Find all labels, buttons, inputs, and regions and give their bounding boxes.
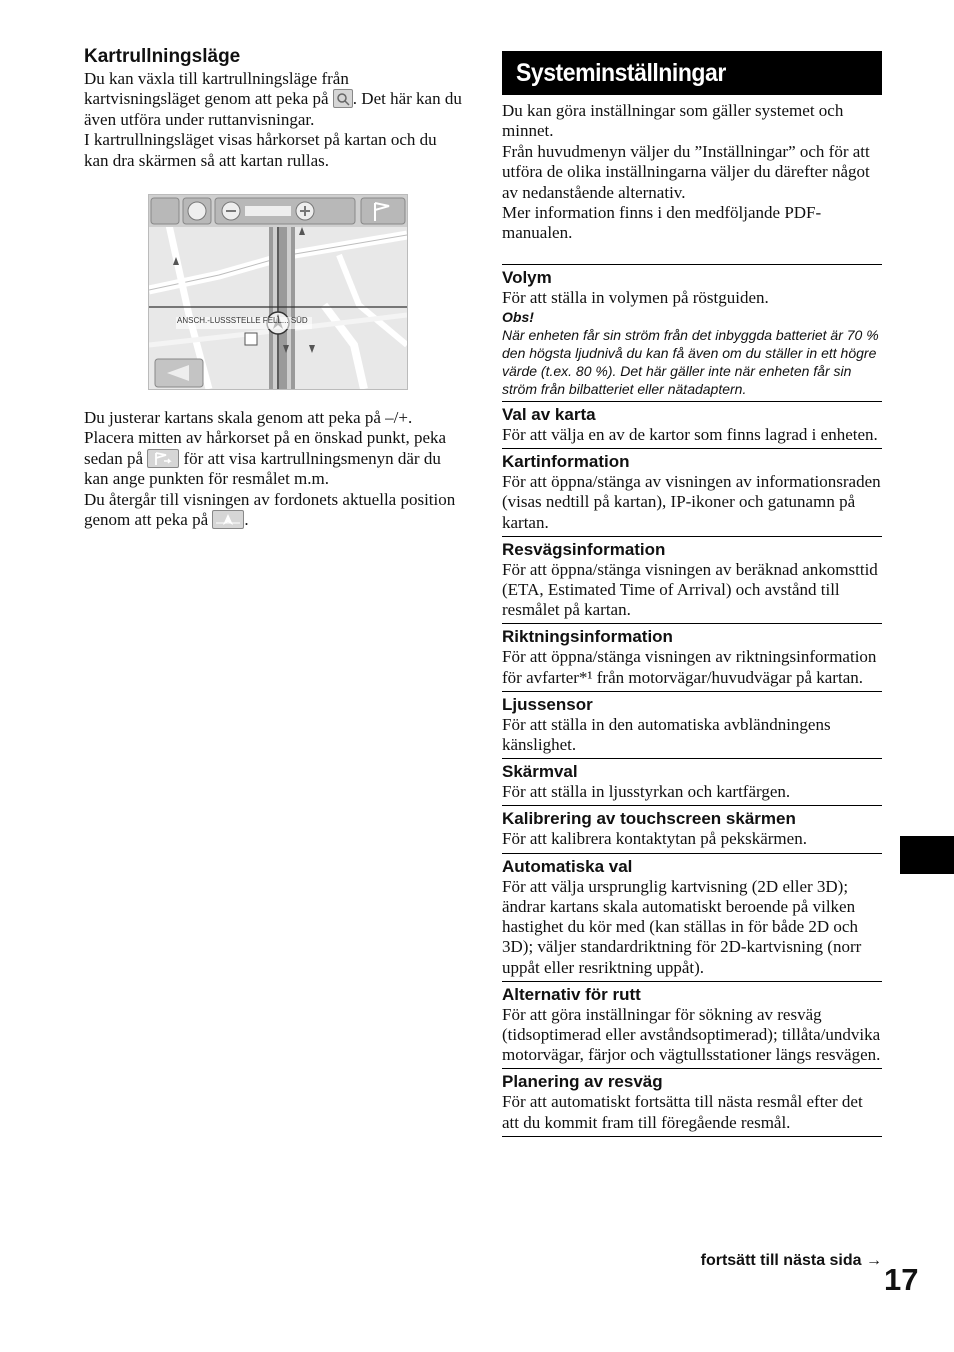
- intro-line: Mer information finns i den medföljande PDF-manualen.: [502, 203, 822, 243]
- intro-text: [502, 101, 882, 244]
- note-text: När enheten får sin ström från det inbyggda batteriet är 70 % den högsta ljudnivå du kan få även om du ställer in ett högre värde (t.ex. 80 %). Det här gäller inte när enheten får sin ström från bilbatteriet eller nätadaptern.: [502, 327, 879, 398]
- paragraph-4: Placera mitten av hårkorset på en önskad punkt, peka sedan på för att visa kartrullningsmenyn där du kan ange punkten för resmålet m.m.: [84, 428, 447, 489]
- map-location-label: ANSCH.-LUSSSTELLE FELL... SÜD: [177, 316, 308, 326]
- section-title: Systeminställningar: [516, 58, 726, 87]
- setting-item-riktningsinformation: [502, 623, 882, 690]
- right-column: [502, 51, 882, 1137]
- setting-description: För att ställa in den automatiska avbländningens känslighet.: [502, 714, 831, 755]
- setting-title: Kalibrering av touchscreen skärmen: [502, 809, 796, 829]
- setting-title: Kartinformation: [502, 452, 630, 472]
- setting-description: För att öppna/stänga visningen av beräknad ankomsttid (ETA, Estimated Time of Arrival) och avstånd till resmålet på kartan.: [502, 559, 878, 620]
- setting-title: Resvägsinformation: [502, 539, 666, 559]
- setting-item-val-av-karta: [502, 401, 882, 448]
- page-number: 17: [884, 1262, 919, 1297]
- setting-item-skarmval: [502, 758, 882, 805]
- setting-title: Val av karta: [502, 405, 596, 425]
- setting-item-alternativ-for-rutt: [502, 981, 882, 1069]
- section-title-bar: [502, 51, 882, 95]
- setting-title: Skärmval: [502, 762, 578, 782]
- chapter-tab: [900, 836, 954, 874]
- intro-line: Du kan göra inställningar som gäller systemet och minnet.: [502, 101, 844, 141]
- setting-description: För att öppna/stänga visningen av riktningsinformation för avfarter*¹ från motorvägar/huvudvägar på kartan.: [502, 647, 877, 687]
- paragraph-5: Du återgår till visningen av fordonets aktuella position genom att peka på .: [84, 489, 456, 530]
- settings-list: [502, 264, 882, 1137]
- paragraph-2: I kartrullningsläget visas hårkorset på kartan och du kan dra skärmen så att kartan rullas.: [84, 130, 437, 170]
- map-screenshot: [148, 194, 408, 390]
- setting-item-kalibrering: [502, 805, 882, 852]
- continue-next-page: fortsätt till nästa sida →: [700, 1252, 882, 1269]
- setting-title: Alternativ för rutt: [502, 984, 641, 1004]
- note-title: Obs!: [502, 309, 534, 326]
- setting-item-ljussensor: [502, 691, 882, 758]
- setting-description: För att ställa in volymen på röstguiden.: [502, 287, 769, 307]
- section-heading: Kartrullningsläge: [84, 46, 241, 67]
- setting-description: För att automatiskt fortsätta till nästa resmål efter det att du kommit fram till föregående resmål.: [502, 1092, 863, 1132]
- paragraph-3: Du justerar kartans skala genom att peka på –/+.: [84, 408, 413, 428]
- setting-description: För att öppna/stänga av visningen av informationsraden (visas nedtill på kartan), IP-ikoner och gatunamn på kartan.: [502, 472, 881, 532]
- setting-description: För att kalibrera kontaktytan på pekskärmen.: [502, 829, 807, 849]
- flag-menu-icon: [147, 449, 179, 468]
- paragraph-1: Du kan växla till kartrullningsläge från kartvisningsläget genom att peka på . Det här kan du även utföra under ruttanvisningar.: [84, 69, 462, 129]
- left-column: [84, 45, 464, 530]
- setting-title: Planering av resväg: [502, 1072, 663, 1092]
- setting-description: För att välja ursprunglig kartvisning (2D eller 3D); ändrar kartans skala automatiskt beroende på vilken hastighet du kör med (kan ställas in för både 2D och 3D); väljer standardriktning för 2D-kartvisning (norr uppåt eller resriktning uppåt).: [502, 876, 862, 977]
- setting-description: För att ställa in ljusstyrkan och kartfärgen.: [502, 782, 791, 802]
- setting-title: Automatiska val: [502, 856, 633, 876]
- setting-item-kartinformation: [502, 448, 882, 536]
- setting-item-planering-av-resvag: [502, 1068, 882, 1135]
- setting-title: Ljussensor: [502, 694, 593, 714]
- setting-item-volym: [502, 264, 882, 401]
- scroll-mode-icon: [333, 89, 353, 108]
- setting-item-resvagsinformation: [502, 536, 882, 624]
- setting-description: För att välja en av de kartor som finns lagrad i enheten.: [502, 425, 878, 445]
- setting-title: Riktningsinformation: [502, 627, 673, 647]
- setting-title: Volym: [502, 267, 552, 287]
- intro-line: Från huvudmenyn väljer du ”Inställningar” och för att utföra de olika inställningarna väljer du därefter något av nedanstående alternativ.: [502, 141, 870, 202]
- current-position-icon: [212, 510, 244, 529]
- setting-description: För att göra inställningar för sökning av resväg (tidsoptimerad eller avståndsoptimerad); tillåta/undvika motorvägar, färjor och vägtullsstationer längs resvägen.: [502, 1004, 881, 1065]
- setting-item-automatiska-val: [502, 853, 882, 981]
